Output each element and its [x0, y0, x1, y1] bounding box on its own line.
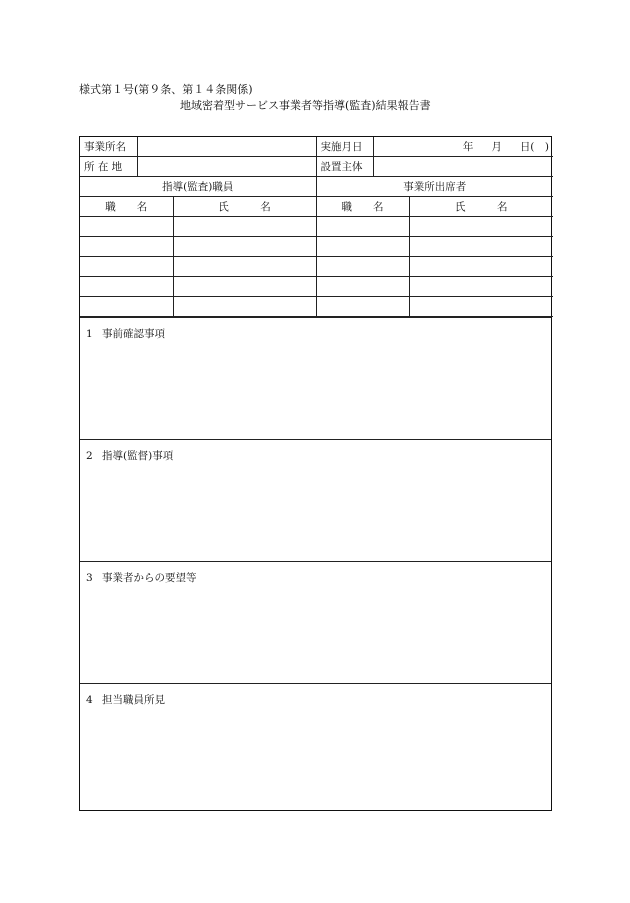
- location-row: [80, 157, 553, 177]
- section-number: 2: [86, 450, 93, 462]
- section-title: 担当職員所見: [102, 694, 165, 706]
- staff-row: [80, 297, 553, 317]
- inspector-name-cell[interactable]: [173, 297, 316, 317]
- attendee-position-cell[interactable]: [316, 217, 409, 237]
- attendee-name-cell[interactable]: [409, 237, 553, 257]
- date-field[interactable]: [373, 137, 553, 157]
- inspector-position-cell[interactable]: [80, 237, 173, 257]
- section-heading: [86, 326, 165, 341]
- staff-group-header-row: [80, 177, 553, 197]
- office-name-label: 事業所名: [80, 137, 137, 157]
- inspector-position-header: 職 名: [80, 197, 173, 217]
- inspector-position-cell[interactable]: [80, 217, 173, 237]
- section-heading: [86, 570, 197, 585]
- inspector-position-cell[interactable]: [80, 257, 173, 277]
- office-row: [80, 137, 553, 157]
- inspector-staff-header: 指導(監査)職員: [80, 177, 316, 197]
- form-title: 地域密着型サービス事業者等指導(監査)結果報告書: [180, 99, 431, 112]
- attendee-position-header: 職 名: [316, 197, 409, 217]
- section-staff-opinion[interactable]: [80, 683, 551, 805]
- attendee-position-cell[interactable]: [316, 277, 409, 297]
- staff-row: [80, 277, 553, 297]
- staff-column-header-row: [80, 197, 553, 217]
- section-guidance[interactable]: [80, 439, 551, 561]
- staff-row: [80, 257, 553, 277]
- inspector-position-cell[interactable]: [80, 297, 173, 317]
- section-title: 指導(監督)事項: [102, 450, 174, 462]
- inspector-name-cell[interactable]: [173, 217, 316, 237]
- date-year: 年: [462, 141, 474, 153]
- location-label: 所 在 地: [80, 157, 137, 177]
- attendee-name-cell[interactable]: [409, 217, 553, 237]
- attendee-name-cell[interactable]: [409, 297, 553, 317]
- section-heading: [86, 692, 165, 707]
- section-number: 4: [86, 694, 93, 706]
- date-day: 日( ): [519, 141, 550, 153]
- inspector-name-cell[interactable]: [173, 277, 316, 297]
- inspector-position-cell[interactable]: [80, 277, 173, 297]
- attendee-position-cell[interactable]: [316, 237, 409, 257]
- office-name-field[interactable]: [137, 137, 316, 157]
- section-number: 3: [86, 572, 93, 584]
- office-attendee-header: 事業所出席者: [316, 177, 553, 197]
- founder-field[interactable]: [373, 157, 553, 177]
- attendee-name-header: 氏 名: [409, 197, 553, 217]
- section-title: 事業者からの要望等: [102, 572, 197, 584]
- staff-row: [80, 217, 553, 237]
- inspector-name-cell[interactable]: [173, 257, 316, 277]
- attendee-position-cell[interactable]: [316, 297, 409, 317]
- report-form: [79, 136, 552, 811]
- date-label: 実施月日: [316, 137, 373, 157]
- attendee-position-cell[interactable]: [316, 257, 409, 277]
- section-prior-check[interactable]: [80, 317, 551, 439]
- attendee-name-cell[interactable]: [409, 257, 553, 277]
- date-month: 月: [491, 141, 502, 153]
- section-requests[interactable]: [80, 561, 551, 683]
- section-title: 事前確認事項: [102, 328, 165, 340]
- inspector-name-header: 氏 名: [173, 197, 316, 217]
- staff-row: [80, 237, 553, 257]
- section-number: 1: [86, 328, 93, 340]
- attendee-name-cell[interactable]: [409, 277, 553, 297]
- form-number: 様式第１号(第９条、第１４条関係): [79, 83, 253, 96]
- founder-label: 設置主体: [316, 157, 373, 177]
- info-table: [80, 137, 553, 317]
- location-field[interactable]: [137, 157, 316, 177]
- section-heading: [86, 448, 173, 463]
- inspector-name-cell[interactable]: [173, 237, 316, 257]
